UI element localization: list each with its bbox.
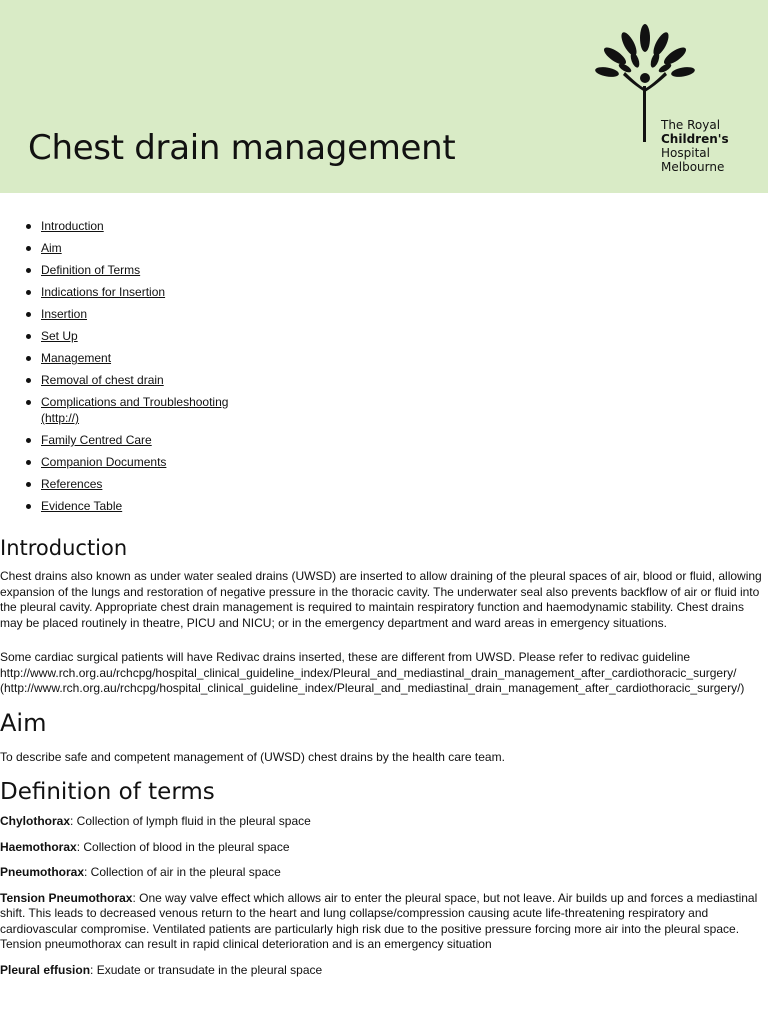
toc-item-indications bbox=[0, 284, 300, 300]
toc-item-family bbox=[0, 432, 300, 448]
toc-link-complications[interactable]: Complications and Troubleshooting (http://) bbox=[41, 395, 229, 425]
definition-pneumothorax: Pneumothorax: Collection of air in the pleural space bbox=[0, 865, 281, 879]
toc-item-companion bbox=[0, 454, 300, 470]
redivac-guideline-link[interactable]: http://www.rch.org.au/rchcpg/hospital_clinical_guideline_index/Pleural_and_mediastinal_drain_management_after_cardiothoracic_surgery/ bbox=[0, 665, 737, 680]
toc-item-complications bbox=[0, 394, 241, 426]
toc-link-family-centred-care[interactable]: Family Centred Care bbox=[41, 433, 152, 447]
redivac-guideline-link-alt[interactable]: (http://www.rch.org.au/rchcpg/hospital_clinical_guideline_index/Pleural_and_mediastinal_drain_management_after_cardiothoracic_surgery/) bbox=[0, 681, 745, 695]
definitions-heading: Definition of terms bbox=[0, 779, 215, 805]
toc-item-removal bbox=[0, 372, 300, 388]
page-title: Chest drain management bbox=[28, 128, 456, 168]
toc-link-insertion[interactable]: Insertion bbox=[41, 307, 88, 321]
toc-item-aim bbox=[0, 240, 300, 256]
toc-link-references[interactable]: References bbox=[41, 477, 103, 491]
toc-item-definition bbox=[0, 262, 300, 278]
toc-link-removal[interactable]: Removal of chest drain bbox=[41, 373, 164, 387]
toc-item-management bbox=[0, 350, 300, 366]
introduction-heading: Introduction bbox=[0, 536, 128, 560]
toc-item-setup bbox=[0, 328, 300, 344]
toc-link-introduction[interactable]: Introduction bbox=[41, 219, 104, 233]
logo-wordmark: The Royal Children's Hospital Melbourne bbox=[661, 118, 729, 174]
aim-text: To describe safe and competent management of (UWSD) chest drains by the health care team. bbox=[0, 749, 505, 764]
toc-link-aim[interactable]: Aim bbox=[41, 241, 62, 255]
toc-link-set-up[interactable]: Set Up bbox=[41, 329, 78, 343]
aim-heading: Aim bbox=[0, 708, 47, 737]
toc-item-references bbox=[0, 476, 300, 492]
toc-item-evidence bbox=[0, 498, 300, 514]
redivac-paragraph: Some cardiac surgical patients will have Redivac drains inserted, these are different from UWSD. Please refer to redivac guideline bbox=[0, 650, 691, 664]
table-of-contents bbox=[0, 218, 300, 520]
definition-haemothorax: Haemothorax: Collection of blood in the pleural space bbox=[0, 839, 290, 854]
main-content bbox=[0, 535, 768, 978]
introduction-paragraph: Chest drains also known as under water sealed drains (UWSD) are inserted to allow draining of the pleural spaces of air, blood or fluid, allowing expansion of the lungs and restoration of negative pressure in the thoracic cavity. The underwater seal also prevents backflow of air or fluid into the pleural cavity. Appropriate chest drain management is required to maintain respiratory function and haemodynamic stability. Chest drains may be placed routinely in theatre, PICU and NICU; or in the emergency department and ward areas in emergency situations. bbox=[0, 569, 762, 630]
toc-link-companion-documents[interactable]: Companion Documents bbox=[41, 455, 167, 469]
definition-tension-pneumothorax: Tension Pneumothorax: One way valve effect which allows air to enter the pleural space, but not leave. Air builds up and forces a mediastinal shift. This leads to decreased venous return to the heart and lung collapse/compression causing acute life-threatening respiratory and cardiovascular compromise. Ventilated patients are particularly high risk due to the positive pressure forcing more air into the pleural space. Tension pneumothorax can result in rapid clinical deterioration and is an emergency situation bbox=[0, 890, 758, 951]
toc-link-evidence-table[interactable]: Evidence Table bbox=[41, 499, 123, 513]
definition-chylothorax: Chylothorax: Collection of lymph fluid in the pleural space bbox=[0, 814, 311, 828]
toc-item-insertion bbox=[0, 306, 300, 322]
toc-link-indications[interactable]: Indications for Insertion bbox=[41, 285, 166, 299]
page-header bbox=[0, 0, 768, 193]
toc-link-definition-of-terms[interactable]: Definition of Terms bbox=[41, 263, 141, 277]
toc-link-management[interactable]: Management bbox=[41, 351, 112, 365]
toc-item-introduction bbox=[0, 218, 300, 234]
definition-pleural-effusion: Pleural effusion: Exudate or transudate in the pleural space bbox=[0, 962, 323, 977]
